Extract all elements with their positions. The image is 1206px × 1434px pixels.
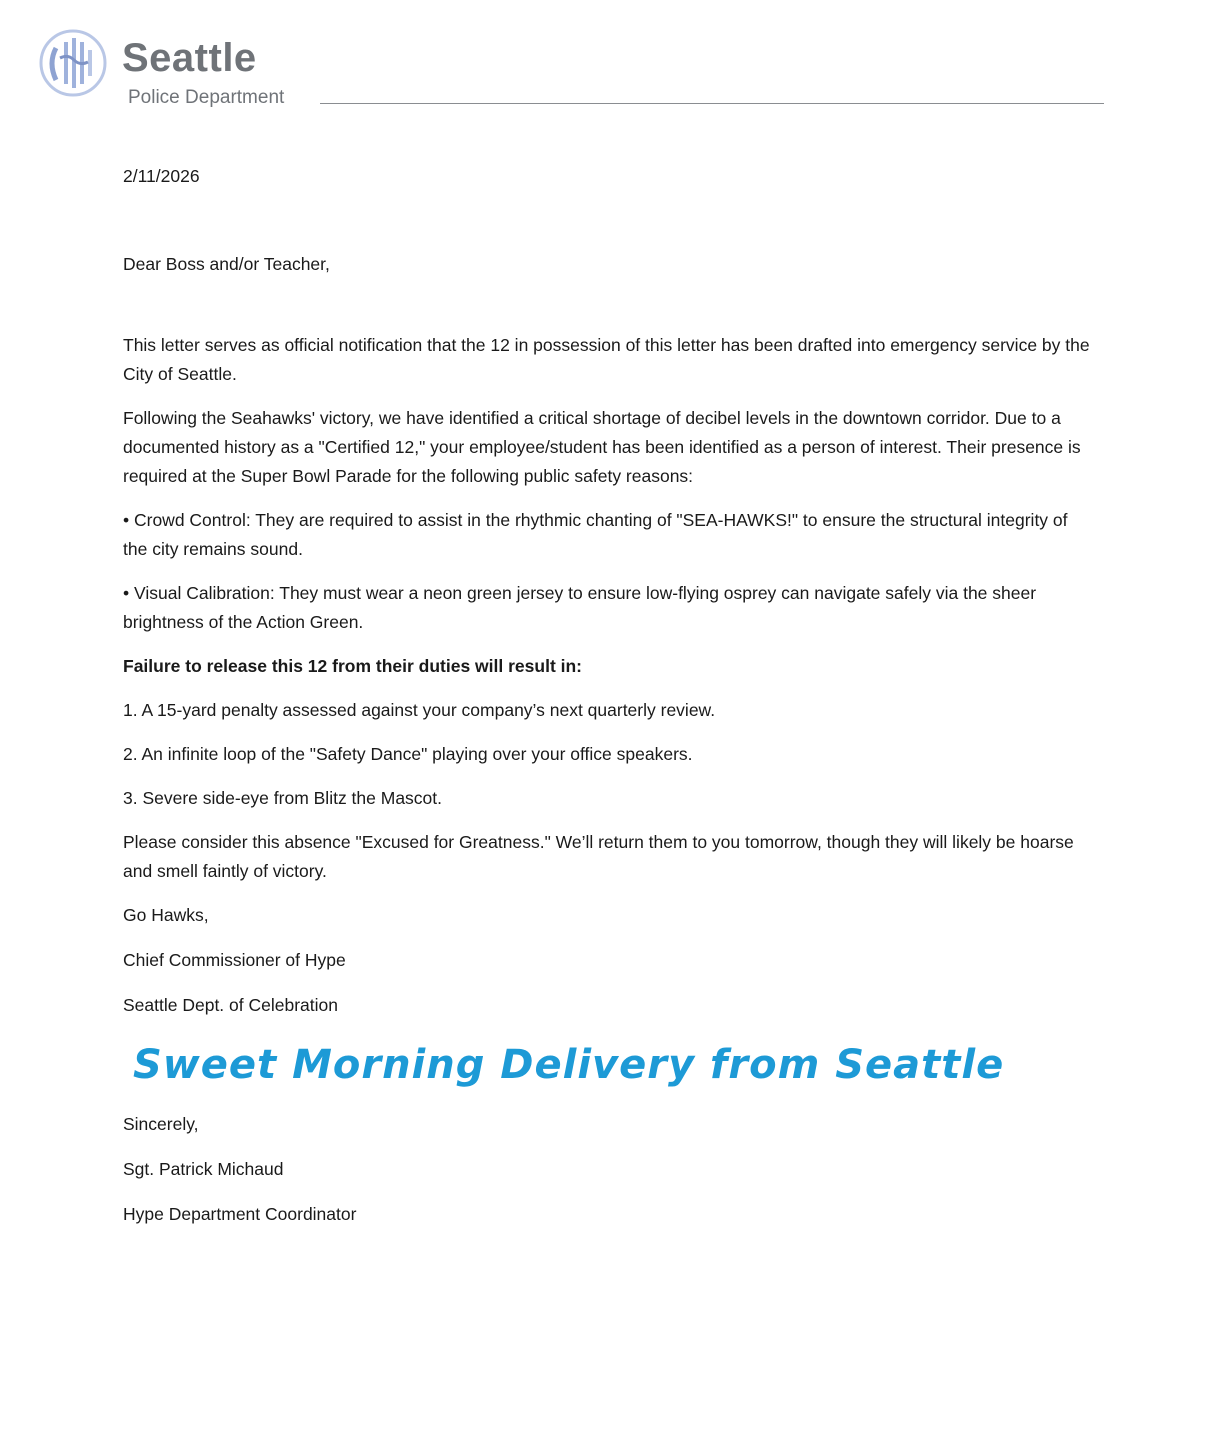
paragraph: This letter serves as official notification that the 12 in possession of this letter has been drafted into emergency service by the City of Seattle. [123, 335, 1090, 384]
closing-paragraph: Please consider this absence "Excused for Greatness." We’ll return them to you tomorrow, though they will likely be hoarse and smell faintly of victory. [123, 832, 1074, 881]
valediction: Sincerely, [123, 1114, 199, 1134]
salutation: Dear Boss and/or Teacher, [123, 254, 330, 274]
bullet-paragraph: • Crowd Control: They are required to assist in the rhythmic chanting of "SEA-HAWKS!" to ensure the structural integrity of the city remains sound. [123, 510, 1068, 559]
letter-body [123, 162, 1093, 1020]
signer-name: Sgt. Patrick Michaud [123, 1159, 284, 1179]
brand-subtitle: Police Department [128, 87, 285, 108]
seattle-seal-icon [38, 28, 108, 98]
paragraph: Following the Seahawks' victory, we have identified a critical shortage of decibel levels in the downtown corridor. Due to a documented history as a "Certified 12," your employee/student has been identified as a person of interest. Their presence is required at the Super Bowl Parade for the following public safety reasons: [123, 408, 1081, 486]
handwritten-overlay: Sweet Morning Delivery from Seattle [133, 1042, 1005, 1088]
consequence-heading: Failure to release this 12 from their duties will result in: [123, 656, 583, 676]
consequence-item: 2. An infinite loop of the "Safety Dance" playing over your office speakers. [123, 744, 693, 764]
signer-org: Seattle Dept. of Celebration [123, 995, 338, 1015]
consequence-item: 3. Severe side-eye from Blitz the Mascot. [123, 788, 443, 808]
brand-name: Seattle [122, 36, 257, 80]
letterhead-rule [320, 103, 1104, 104]
signer-position: Hype Department Coordinator [123, 1204, 357, 1224]
signer-title: Chief Commissioner of Hype [123, 950, 346, 970]
signoff: Go Hawks, [123, 905, 209, 925]
bullet-paragraph: • Visual Calibration: They must wear a neon green jersey to ensure low-flying osprey can navigate safely via the sheer brightness of the Action Green. [123, 583, 1037, 632]
letterhead [38, 24, 1108, 114]
closing-block [123, 1110, 356, 1245]
consequence-item: 1. A 15-yard penalty assessed against your company’s next quarterly review. [123, 700, 716, 720]
letter-date: 2/11/2026 [123, 166, 200, 186]
